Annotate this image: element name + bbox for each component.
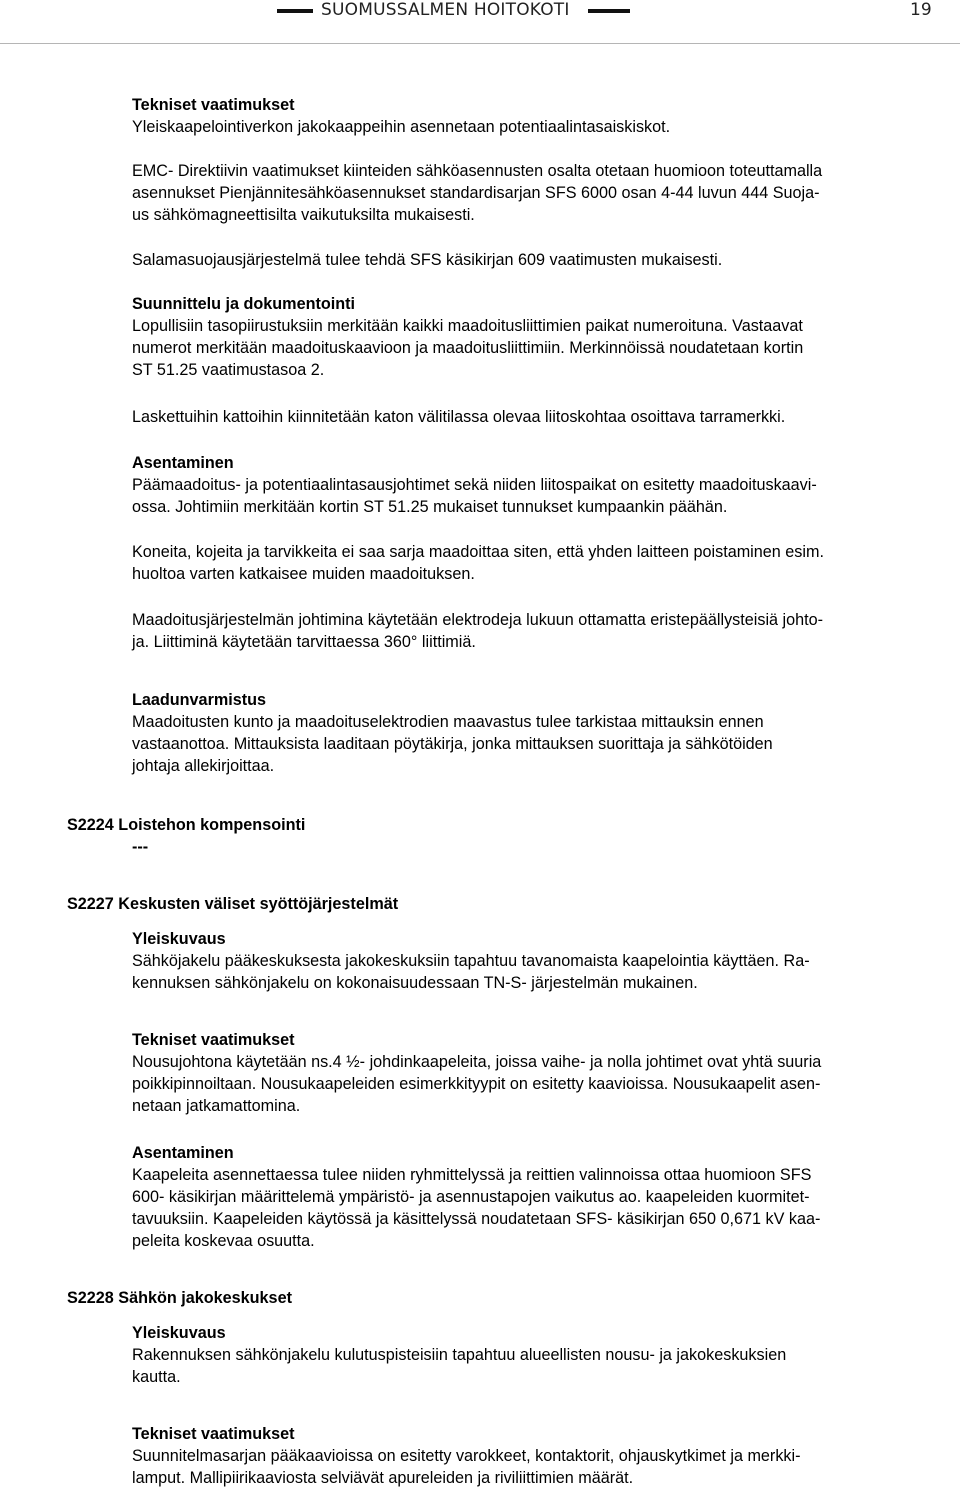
paragraph-line: netaan jatkamattomina. [132,1097,301,1115]
paragraph-line: Maadoitusten kunto ja maadoituselektrodien maavastus tulee tarkistaa mittauksin ennen [132,713,764,731]
section-heading: Asentaminen [132,454,234,472]
conductors-paragraph [132,609,937,653]
paragraph-line: peleita koskevaa osuutta. [132,1232,315,1250]
paragraph-line: Rakennuksen sähkönjakelu kulutuspisteisiin tapahtuu alueellisten nousu- ja jakokeskuksien [132,1346,787,1364]
paragraph-line: Salamasuojausjärjestelmä tulee tehdä SFS käsikirjan 609 vaatimusten mukaisesti. [132,251,723,269]
emc-paragraph [132,160,937,226]
lightning-paragraph [132,249,937,271]
paragraph-line: Yleiskaapelointiverkon jakokaappeihin asennetaan potentiaalintasaiskiskot. [132,118,671,136]
section-heading: Yleiskuvaus [132,1324,226,1342]
header-title: SUOMUSSALMEN HOITOKOTI [321,0,570,20]
paragraph-line: johtaja allekirjoittaa. [132,757,275,775]
quality-block [132,689,937,777]
s2224-empty-marker [132,836,937,858]
section-heading: Tekniset vaatimukset [132,1031,295,1049]
paragraph-line: 600- käsikirjan määrittelemä ympäristö- ja asennustapojen vaikutus ao. kaapeleiden kuormitet- [132,1188,810,1206]
paragraph-line: kennuksen sähkönjakelu on kokonaisuudessaan TN-S- järjestelmän mukainen. [132,974,698,992]
section-heading: Yleiskuvaus [132,930,226,948]
paragraph-line: asennukset Pienjännitesähköasennukset standardisarjan SFS 6000 osan 4-44 luvun 444 Suoja- [132,184,820,202]
s2227-overview-block [132,928,937,994]
paragraph-line: EMC- Direktiivin vaatimukset kiinteiden sähköasennusten osalta otetaan huomioon toteuttamalla [132,162,823,180]
paragraph-line: Nousujohtona käytetään ns.4 ½- johdinkaapeleita, joissa vaihe- ja nolla johtimet ovat yhtä suuria [132,1053,822,1071]
paragraph-line: ja. Liittiminä käytetään tarvittaessa 360° liittimiä. [132,633,476,651]
page-number: 19 [910,0,932,20]
paragraph-line: Päämaadoitus- ja potentiaalintasausjohtimet sekä niiden liitospaikat on esitetty maadoituskaavi- [132,476,817,494]
ceiling-paragraph [132,406,937,428]
section-title-s2224: S2224 Loistehon kompensointi [67,816,306,834]
machines-paragraph [132,541,937,585]
paragraph-line: Sähköjakelu pääkeskuksesta jakokeskuksiin tapahtuu tavanomaista kaapelointia käyttäen. Ra- [132,952,810,970]
section-heading: Asentaminen [132,1144,234,1162]
paragraph-line: Maadoitusjärjestelmän johtimina käytetään elektrodeja lukuun ottamatta eristepäällysteisiä johto- [132,611,824,629]
paragraph-line: tavuuksiin. Kaapeleiden käytössä ja käsittelyssä noudatetaan SFS- käsikirjan 650 0,671 kV kaa- [132,1210,821,1228]
s2227-technical-block [132,1029,937,1117]
s2228-technical-block [132,1423,937,1489]
section-title-s2228: S2228 Sähkön jakokeskukset [67,1289,292,1307]
dash-marker: --- [132,838,149,856]
technical-requirements-block [132,94,937,138]
paragraph-line: ST 51.25 vaatimustasoa 2. [132,361,325,379]
paragraph-line: ossa. Johtimiin merkitään kortin ST 51.25 mukaiset tunnukset kumpaankin päähän. [132,498,728,516]
paragraph-line: Suunnitelmasarjan pääkaavioissa on esitetty varokkeet, kontaktorit, ohjauskytkimet ja merkki- [132,1447,801,1465]
paragraph-line: poikkipinnoiltaan. Nousukaapeleiden esimerkkityypit on esitetty kaavioissa. Nousukaapelit asen- [132,1075,821,1093]
section-title-s2227: S2227 Keskusten väliset syöttöjärjestelmät [67,895,399,913]
installation-block [132,452,937,518]
section-heading: Tekniset vaatimukset [132,96,295,114]
s2227-installation-block [132,1142,937,1252]
header-bar-left [277,9,313,13]
paragraph-line: kautta. [132,1368,181,1386]
header-bar-right [588,9,630,13]
paragraph-line: Lopullisiin tasopiirustuksiin merkitään kaikki maadoitusliittimien paikat numeroituna. Vastaavat [132,317,803,335]
section-heading: Laadunvarmistus [132,691,267,709]
paragraph-line: Laskettuihin kattoihin kiinnitetään katon välitilassa olevaa liitoskohtaa osoittava tarramerkki. [132,408,786,426]
s2228-overview-block [132,1322,937,1388]
paragraph-line: numerot merkitään maadoituskaavioon ja maadoitusliittimiin. Merkinnöissä noudatetaan kortin [132,339,804,357]
planning-block [132,293,937,381]
paragraph-line: huoltoa varten katkaisee muiden maadoituksen. [132,565,475,583]
paragraph-line: vastaanottoa. Mittauksista laaditaan pöytäkirja, jonka mittauksen suorittaja ja sähkötöiden [132,735,773,753]
paragraph-line: Koneita, kojeita ja tarvikkeita ei saa sarja maadoittaa siten, että yhden laitteen poistaminen esim. [132,543,824,561]
section-heading: Tekniset vaatimukset [132,1425,295,1443]
section-heading: Suunnittelu ja dokumentointi [132,295,356,313]
header-divider [0,43,960,44]
paragraph-line: us sähkömagneettisilta vaikutuksilta mukaisesti. [132,206,475,224]
paragraph-line: Kaapeleita asennettaessa tulee niiden ryhmittelyssä ja reittien valinnoissa ottaa huomioon SFS [132,1166,812,1184]
paragraph-line: lamput. Mallipiirikaaviosta selviävät apureleiden ja riviliittimien määrät. [132,1469,634,1487]
page-header [0,0,960,44]
